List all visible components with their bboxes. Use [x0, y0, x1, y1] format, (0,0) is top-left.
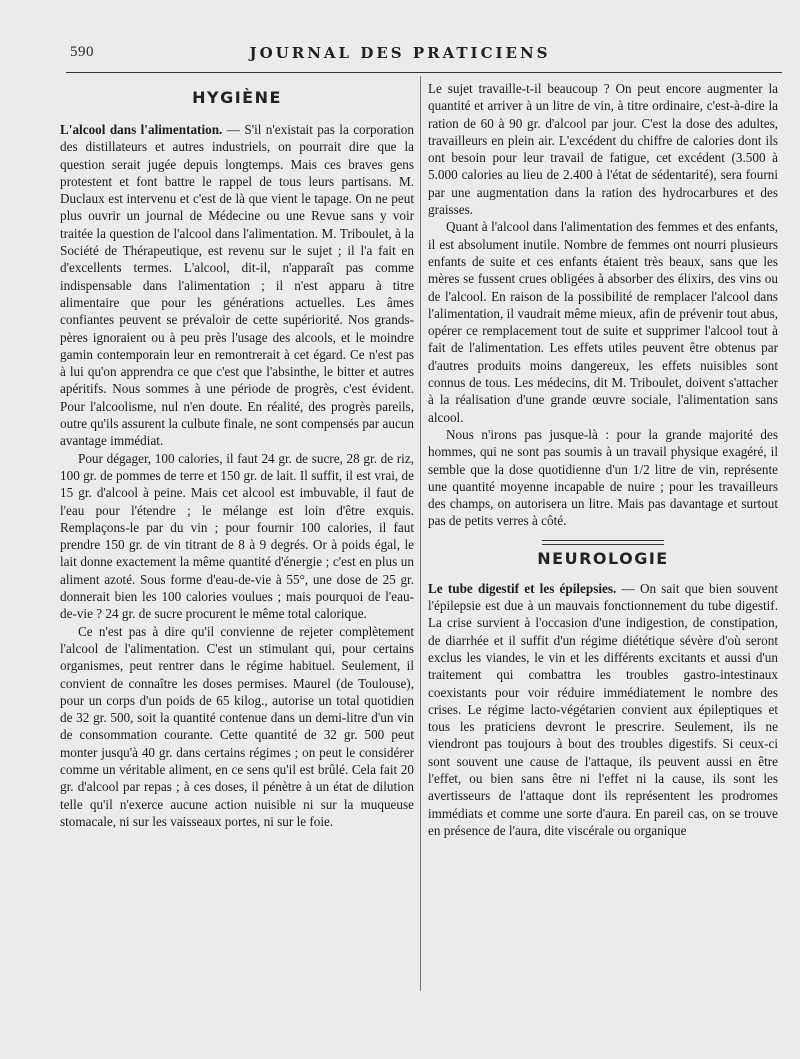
right-column [428, 80, 778, 839]
hygiene-paragraph-1 [60, 121, 414, 450]
hygiene-paragraph-1-body: — S'il n'existait pas la corporation des distillateurs et autres industriels, on pourrait dire que la question serait jugée depuis longtemps. Mais ces braves gens protestent et font battre le rappel de tous leurs partisans. M. Duclaux est intervenu et c'est de là que vient le tapage. On ne peut plus ouvrir un journal de Médecine ou une Revue sans y voir traitée la question de l'alcool dans l'alimentation. M. Triboulet, à la Société de Thérapeutique, est revenu sur le sujet ; il l'a fait en d'excellents termes. L'alcool, dit-il, n'apparaît pas comme indispensable dans l'alimentation ; il n'est apparu à titre alimentaire que pour les générations actuelles. Les âmes confiantes peuvent se prévaloir de cette supériorité. Nos grands-pères ignoraient ou à peu près l'usage des alcools, et le moindre gamin contemporain leur en remontrerait à cet égard. Ce n'est pas à lui qu'on apprendra ce que c'est que l'absinthe, le bitter et autres apéritifs. Nous sommes à une période de progrès, c'est évident. Pour l'alcoolisme, nul n'en doute. En réalité, des progrès pareils, outre qu'ils assurent la culbute finale, ne sont compensés par aucun avantage immédiat. [60, 122, 414, 449]
left-column [60, 80, 414, 830]
page-number: 590 [70, 44, 94, 60]
article-title-tube-digestif: Le tube digestif et les épilepsies. [428, 580, 617, 596]
hygiene-paragraph-5: Quant à l'alcool dans l'alimentation des femmes et des enfants, il est absolument inutile. Nombre de femmes ont nourri plusieurs enfants de suite et ces enfants étaient très beaux, sans que les mères se fussent crues obligées à absorber des élixirs, des vins ou de l'alcool. En raison de la possibilité de remplacer l'alcool dans l'alimentation, il vaudrait même mieux, afin de prévenir tout abus, opérer ce remplacement tout de suite et supprimer l'alcool tout à fait de l'alimentation. Les effets utiles peuvent être obtenus par d'autres produits moins dangereux, les effets nuisibles sont connus de tous. Les médecins, dit M. Triboulet, doivent s'attacher à la réalisation d'une grande œuvre sociale, l'alimentation sans alcool. [428, 219, 778, 425]
neurologie-paragraph-1-body: — On sait que bien souvent l'épilepsie est due à un mauvais fonctionnement du tube digestif. La crise survient à l'occasion d'une indigestion, de constipation, de diarrhée et il suffit d'un régime diététique sévère d'où seront exclus les viandes, le vin et les différents excitants et aussi d'un traitement qui combattra les troubles gastro-intestinaux coexistants pour voir réduire immédiatement le nombre des crises. Le régime lacto-végétarien convient aux épileptiques et tous les praticiens devront le prescrire. Seulement, ils ne viendront pas toujours à bout des troubles digestifs. Si ceux-ci sont souvent une cause de l'attaque, ils peuvent aussi en être l'effet, ou bien sans être ni l'effet ni la cause, ils sont les avertisseurs de l'attaque dont ils représentent les prodromes immédiats et comme une sorte d'aura. En pareil cas, on se trouve en présence de l'aura, dite viscérale ou organique [428, 580, 778, 838]
journal-title: JOURNAL DES PRATICIENS [249, 44, 551, 62]
hygiene-paragraph-2: Pour dégager, 100 calories, il faut 24 gr. de sucre, 28 gr. de riz, 100 gr. de pommes de terre et 150 gr. de lait. Il suffit, il est vrai, de 15 gr. d'alcool à peine. Mais cet alcool est imbuvable, il faut de l'eau pour l'étendre ; le mélange est loin d'être exquis. Remplaçons-le par du vin ; pour fournir 100 calories, il faut prendre 150 gr. de vin titrant de 8 à 9 degrés. Or à poids égal, le lait donne exactement la même quantité d'énergie ; c'est en plus un aliment azoté. Sous forme d'eau-de-vie à 55°, une dose de 25 gr. donnerait bien les 100 calories voulues ; mais pourquoi de l'eau-de-vie ? 24 gr. de sucre procurent le même total calorique. [60, 450, 414, 622]
neurologie-paragraph-1 [428, 580, 778, 839]
page-header [0, 0, 800, 72]
column-divider [420, 76, 421, 991]
article-title-alcool: L'alcool dans l'alimentation. [60, 122, 223, 137]
section-heading-hygiene: HYGIÈNE [192, 88, 282, 107]
section-divider [542, 540, 664, 545]
section-heading-neurologie: NEUROLOGIE [537, 548, 669, 568]
hygiene-paragraph-4: Le sujet travaille-t-il beaucoup ? On peut encore augmenter la quantité et arriver à un litre de vin, à titre ordinaire, c'est-à-dire la ration de 60 à 90 gr. d'alcool par jour. C'est la dose des adultes, travailleurs en plein air. L'excédent du chiffre de calories dont ils ont besoin pour leur travail de fatigue, cet excédent (3.500 à 5.000 calories au lieu de 2.400 à l'état de sédentarité), sera fourni par une augmentation dans la ration des hydrocarbures et des graisses. [428, 81, 778, 218]
hygiene-paragraph-3: Ce n'est pas à dire qu'il convienne de rejeter complètement l'alcool de l'alimentation. C'est un stimulant qui, pour certains organismes, peut rentrer dans le régime habituel. Seulement, il convient de connaître les doses permises. Maurel (de Toulouse), pour un corps d'un poids de 65 kilog., autorise un total quotidien de 32 gr. 500, soit la quantité contenue dans un demi-litre d'un vin de consommation courante. Cette quantité de 32 gr. 500 peut monter jusqu'à 40 gr. dans certains régimes ; on peut le considérer comme un véritable aliment, en ce sens qu'il est brûlé. Cela fait 20 gr. d'alcool par repas ; à ces doses, il pénètre à un état de dilution telle qu'il n'exerce aucune action nuisible ni sur la muqueuse stomacale, ni sur les vaisseaux portes, ni sur le foie. [60, 623, 414, 829]
hygiene-paragraph-6: Nous n'irons pas jusque-là : pour la grande majorité des hommes, qui ne sont pas soumis à un travail physique exagéré, il semble que la dose quotidienne d'un 1/2 litre de vin, représente une quantité moyenne incapable de nuire ; pour les travailleurs des champs, on autorisera un litre. Mais pas davantage et surtout pas de petits verres à côté. [428, 426, 778, 529]
header-rule [66, 72, 782, 73]
